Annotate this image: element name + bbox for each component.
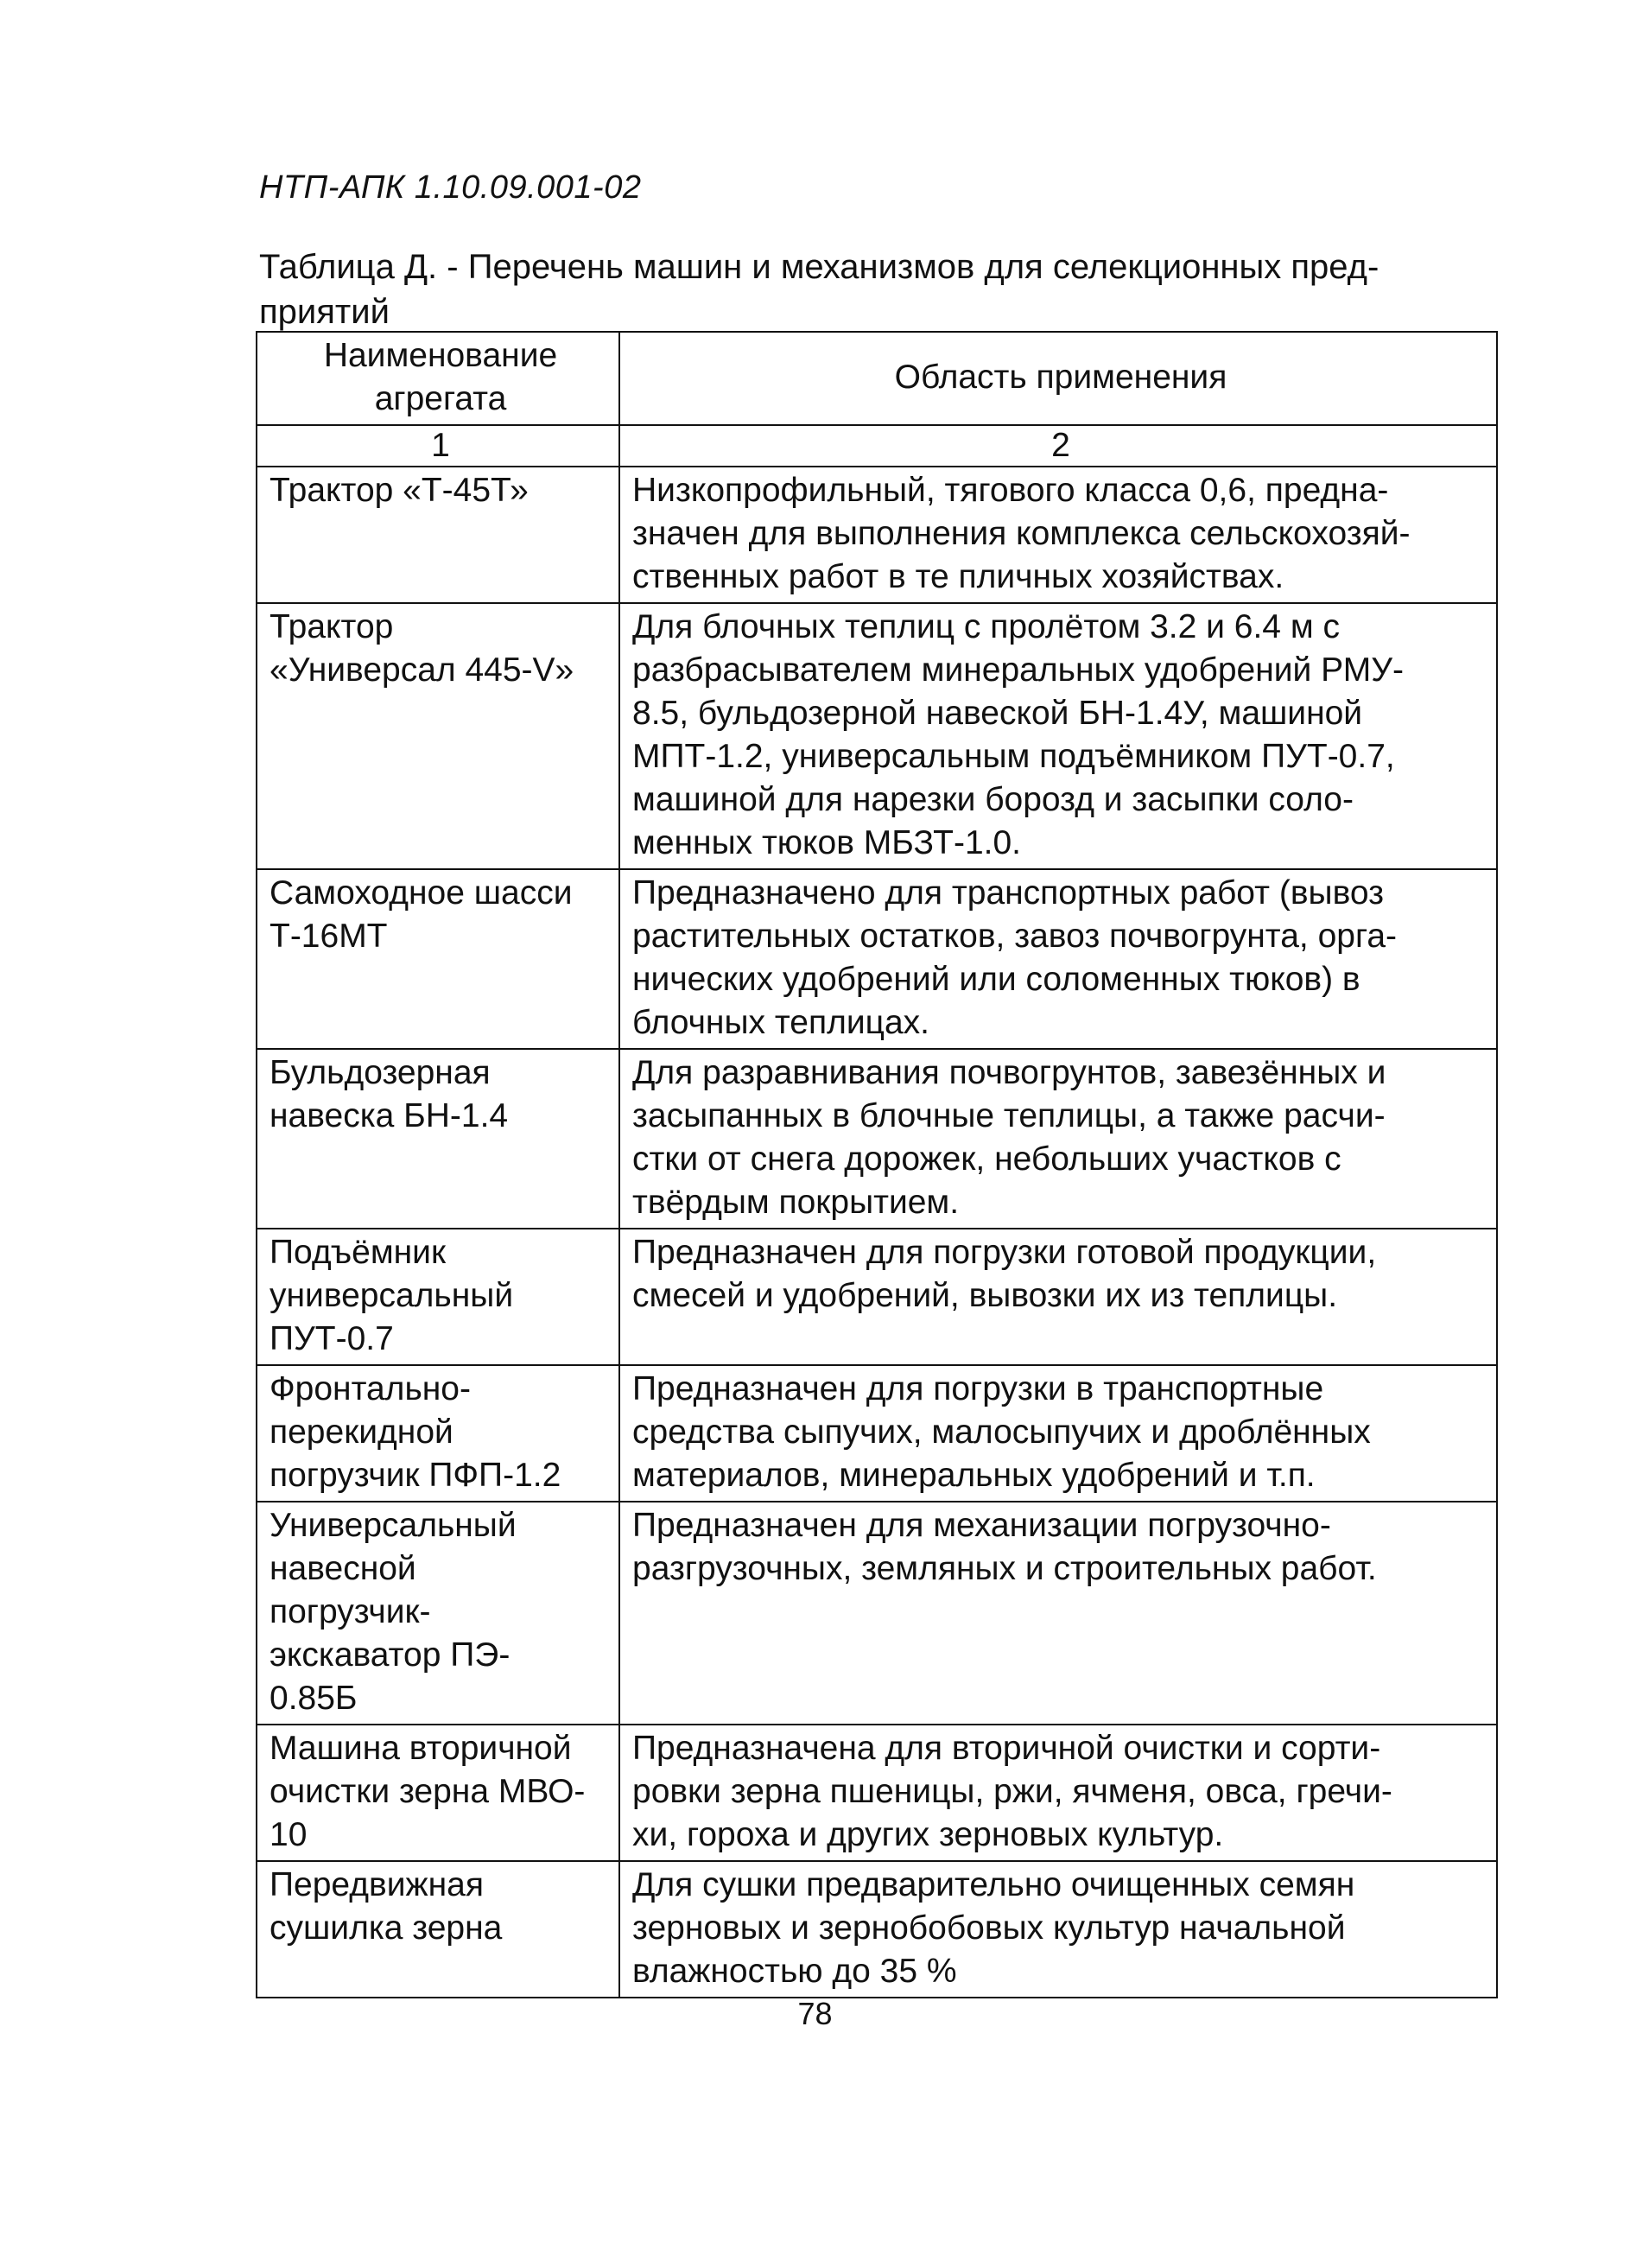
machine-name-line: универсальный — [270, 1277, 514, 1314]
application-line: Предназначен для погрузки готовой продукции, — [632, 1234, 1377, 1271]
machine-name-cell — [257, 1861, 619, 1998]
application-line: ственных работ в те пличных хозяйствах. — [632, 558, 1284, 595]
table-row — [257, 1725, 1497, 1861]
application-cell — [619, 1365, 1497, 1502]
table-body — [257, 467, 1497, 1998]
application-cell — [619, 1725, 1497, 1861]
application-line: блочных теплицах. — [632, 1004, 929, 1041]
application-line: 8.5, бульдозерной навеской БН-1.4У, машиной — [632, 695, 1363, 732]
application-line: Для блочных теплиц с пролётом 3.2 и 6.4 м с — [632, 608, 1340, 645]
application-line: смесей и удобрений, вывозки их из теплицы. — [632, 1277, 1338, 1314]
caption-line: Таблица Д. - Перечень машин и механизмов для селекционных пред- — [259, 248, 1379, 286]
machine-name-cell — [257, 869, 619, 1049]
table-row — [257, 603, 1497, 869]
machine-name-line: Фронтально- — [270, 1370, 471, 1407]
application-line: машиной для нарезки борозд и засыпки соло- — [632, 781, 1354, 818]
machine-name-line: Самоходное шасси — [270, 874, 573, 912]
machine-name-line: 10 — [270, 1816, 308, 1853]
machine-name-line: перекидной — [270, 1414, 453, 1451]
application-line: менных тюков МБЗТ-1.0. — [632, 824, 1022, 861]
machine-name-line: Бульдозерная — [270, 1054, 491, 1091]
machine-name-line: ПУТ-0.7 — [270, 1320, 394, 1357]
application-line: Предназначен для механизации погрузочно- — [632, 1507, 1331, 1544]
table-row — [257, 869, 1497, 1049]
application-line: Предназначен для погрузки в транспортные — [632, 1370, 1324, 1407]
column-header-use: Область применения — [619, 332, 1497, 425]
application-cell — [619, 467, 1497, 603]
application-line: Для разравнивания почвогрунтов, завезённых и — [632, 1054, 1386, 1091]
application-line: влажностью до 35 % — [632, 1953, 957, 1990]
application-line: стки от снега дорожек, небольших участков с — [632, 1140, 1341, 1178]
application-line: Предназначена для вторичной очистки и сорти- — [632, 1730, 1381, 1767]
application-cell — [619, 1229, 1497, 1365]
machine-name-line: очистки зерна МВО- — [270, 1773, 586, 1810]
application-line: твёрдым покрытием. — [632, 1184, 960, 1221]
machine-name-line: Трактор «Т-45Т» — [270, 472, 529, 509]
application-line: материалов, минеральных удобрений и т.п. — [632, 1457, 1316, 1494]
machine-name-cell — [257, 1229, 619, 1365]
caption-line: приятий — [259, 293, 390, 331]
application-line: средства сыпучих, малосыпучих и дроблённых — [632, 1414, 1371, 1451]
machine-name-line: сушилка зерна — [270, 1909, 503, 1947]
application-line: нических удобрений или соломенных тюков) в — [632, 961, 1360, 998]
application-cell — [619, 1861, 1497, 1998]
table-row — [257, 1861, 1497, 1998]
table-row — [257, 1365, 1497, 1502]
application-cell — [619, 1049, 1497, 1229]
machine-name-line: «Универсал 445-V» — [270, 651, 574, 689]
table-row — [257, 1502, 1497, 1725]
column-number: 1 — [257, 425, 619, 467]
table-caption — [259, 245, 1486, 334]
application-line: зерновых и зернобобовых культур начальной — [632, 1909, 1346, 1947]
application-line: МПТ-1.2, универсальным подъёмником ПУТ-0.7, — [632, 738, 1395, 775]
application-line: значен для выполнения комплекса сельскохозяй- — [632, 515, 1411, 552]
column-header-name: Наименование агрегата — [257, 332, 619, 425]
machine-name-line: Трактор — [270, 608, 394, 645]
machine-name-line: Подъёмник — [270, 1234, 447, 1271]
machine-name-line: Т-16МТ — [270, 918, 388, 955]
application-line: разбрасывателем минеральных удобрений РМУ- — [632, 651, 1404, 689]
machine-name-line: навесной — [270, 1550, 416, 1587]
machine-name-line: Передвижная — [270, 1866, 484, 1903]
table-row — [257, 1049, 1497, 1229]
application-line: разгрузочных, земляных и строительных работ. — [632, 1550, 1377, 1587]
application-line: ровки зерна пшеницы, ржи, ячменя, овса, гречи- — [632, 1773, 1392, 1810]
application-cell — [619, 1502, 1497, 1725]
application-line: растительных остатков, завоз почвогрунта, орга- — [632, 918, 1398, 955]
application-line: Для сушки предварительно очищенных семян — [632, 1866, 1355, 1903]
machine-name-line: Универсальный — [270, 1507, 517, 1544]
machine-name-line: погрузчик- — [270, 1593, 431, 1630]
application-cell — [619, 603, 1497, 869]
table-header-row — [257, 332, 1497, 425]
machine-name-cell — [257, 603, 619, 869]
column-number-row — [257, 425, 1497, 467]
machine-name-cell — [257, 467, 619, 603]
machines-table — [256, 331, 1498, 1998]
document-code: НТП-АПК 1.10.09.001-02 — [259, 169, 642, 206]
machine-name-cell — [257, 1502, 619, 1725]
application-line: Предназначено для транспортных работ (вывоз — [632, 874, 1384, 912]
application-line: хи, гороха и других зерновых культур. — [632, 1816, 1224, 1853]
application-cell — [619, 869, 1497, 1049]
machine-name-line: Машина вторичной — [270, 1730, 572, 1767]
table-row — [257, 467, 1497, 603]
machine-name-line: навеска БН-1.4 — [270, 1097, 509, 1134]
machine-name-line: экскаватор ПЭ- — [270, 1636, 511, 1674]
table-row — [257, 1229, 1497, 1365]
machine-name-cell — [257, 1725, 619, 1861]
application-line: засыпанных в блочные теплицы, а также расчи- — [632, 1097, 1386, 1134]
column-number: 2 — [619, 425, 1497, 467]
machine-name-cell — [257, 1049, 619, 1229]
machine-name-line: погрузчик ПФП-1.2 — [270, 1457, 561, 1494]
application-line: Низкопрофильный, тягового класса 0,6, предна- — [632, 472, 1389, 509]
page-number: 78 — [797, 1996, 833, 2031]
machine-name-cell — [257, 1365, 619, 1502]
machine-name-line: 0.85Б — [270, 1680, 358, 1717]
